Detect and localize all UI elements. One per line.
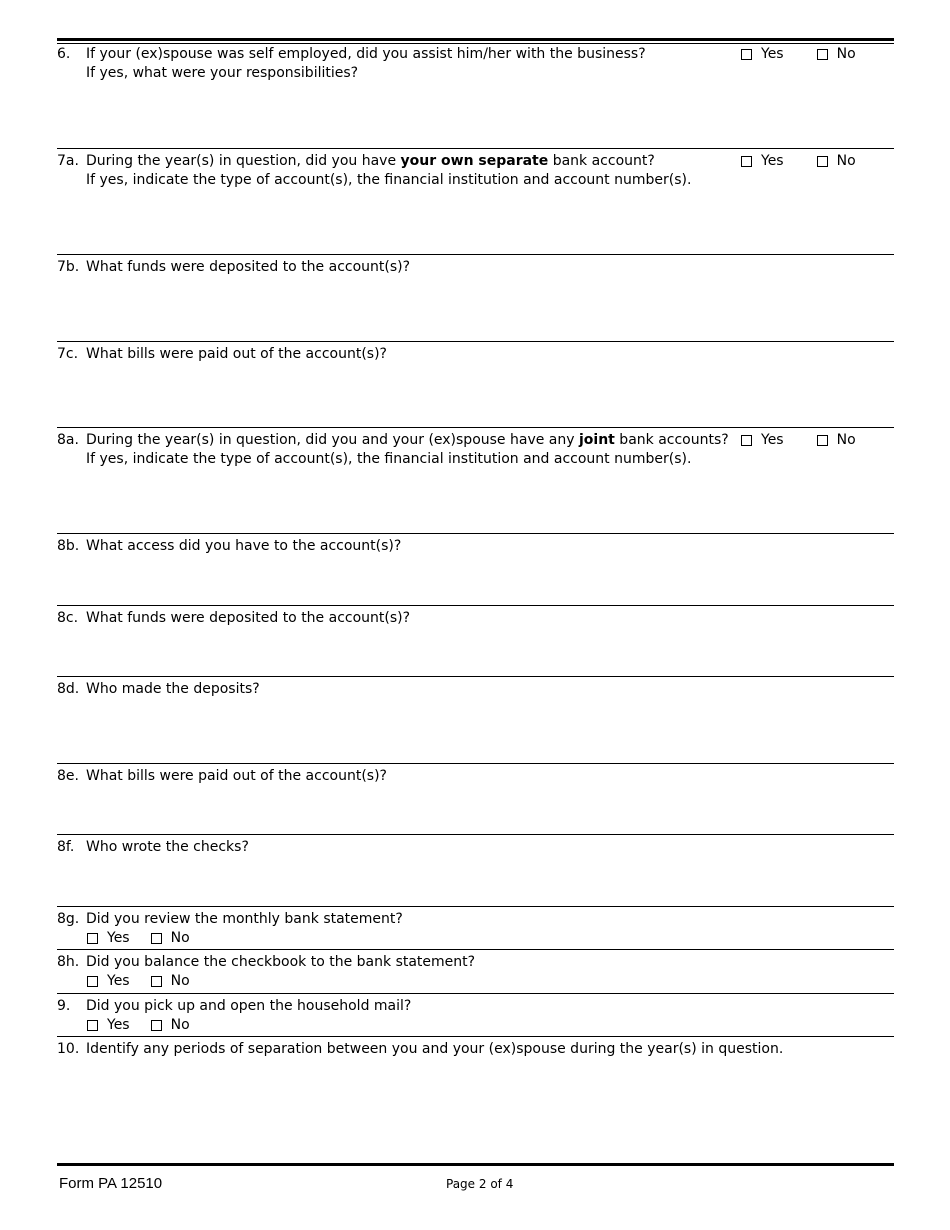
question-line: During the year(s) in question, did you and your (ex)spouse have any joint bank accounts? [86,432,729,448]
question-line: If yes, indicate the type of account(s), the financial institution and account number(s). [86,451,692,467]
question-8g [57,906,894,950]
question-text [86,45,646,83]
no-option[interactable]: No [817,45,856,64]
question-text: Did you review the monthly bank statement? [86,911,403,927]
question-text: Who wrote the checks? [86,839,249,855]
checkbox-yes[interactable] [741,156,752,167]
checkbox-yes[interactable] [741,435,752,446]
question-8b [57,533,894,606]
emphasis-text: joint [578,432,615,448]
no-option[interactable]: No [817,431,856,450]
footer-rule [57,1163,894,1166]
question-text: What access did you have to the account(s)? [86,538,402,554]
question-number: 7b. [57,259,80,275]
question-line: If your (ex)spouse was self employed, did you assist him/her with the business? [86,46,646,62]
question-number: 8b. [57,538,80,554]
form-id: Form PA 12510 [59,1175,163,1192]
question-8f [57,834,894,907]
yes-no-group [741,45,856,64]
yes-no-group [741,152,856,171]
question-number: 8d. [57,681,80,697]
question-number: 10. [57,1041,80,1057]
question-number: 9. [57,998,71,1014]
question-number: 6. [57,46,71,62]
checkbox-no[interactable] [151,1020,162,1031]
yes-option[interactable]: Yes [87,972,130,991]
checkbox-yes[interactable] [87,976,98,987]
question-8e [57,763,894,835]
question-6 [57,42,894,148]
yes-option[interactable]: Yes [87,929,130,948]
yes-option[interactable]: Yes [741,152,784,171]
no-option[interactable]: No [151,972,190,991]
page-number: Page 2 of 4 [446,1177,514,1191]
question-line: If yes, what were your responsibilities? [86,65,359,81]
question-10 [57,1036,894,1162]
yes-no-group [87,972,190,991]
checkbox-no[interactable] [151,933,162,944]
question-number: 7a. [57,153,79,169]
question-8c [57,605,894,677]
question-number: 7c. [57,346,79,362]
question-8h [57,949,894,994]
question-number: 8c. [57,610,79,626]
question-text [86,152,691,190]
question-text: What bills were paid out of the account(s)? [86,346,387,362]
checkbox-no[interactable] [817,49,828,60]
emphasis-text: your own separate [400,153,549,169]
question-number: 8h. [57,954,80,970]
checkbox-yes[interactable] [87,1020,98,1031]
question-9 [57,993,894,1037]
question-number: 8a. [57,432,79,448]
question-7c [57,341,894,428]
question-number: 8g. [57,911,80,927]
no-option[interactable]: No [151,929,190,948]
question-7b [57,254,894,342]
question-number: 8f. [57,839,75,855]
checkbox-yes[interactable] [87,933,98,944]
checkbox-yes[interactable] [741,49,752,60]
question-text: Identify any periods of separation between you and your (ex)spouse during the year(s) in question. [86,1041,784,1057]
yes-option[interactable]: Yes [87,1016,130,1035]
question-text: Did you pick up and open the household mail? [86,998,412,1014]
question-text [86,431,729,469]
question-8a [57,427,894,534]
question-text: What funds were deposited to the account(s)? [86,259,411,275]
question-text: Who made the deposits? [86,681,260,697]
checkbox-no[interactable] [151,976,162,987]
question-text: What funds were deposited to the account(s)? [86,610,411,626]
question-line: If yes, indicate the type of account(s), the financial institution and account number(s). [86,172,692,188]
yes-option[interactable]: Yes [741,431,784,450]
question-line: During the year(s) in question, did you have your own separate bank account? [86,153,655,169]
question-text: What bills were paid out of the account(s)? [86,768,387,784]
checkbox-no[interactable] [817,435,828,446]
no-option[interactable]: No [151,1016,190,1035]
question-7a [57,148,894,255]
top-rule-thick [57,38,894,41]
no-option[interactable]: No [817,152,856,171]
yes-option[interactable]: Yes [741,45,784,64]
question-number: 8e. [57,768,79,784]
yes-no-group [87,929,190,948]
yes-no-group [741,431,856,450]
checkbox-no[interactable] [817,156,828,167]
question-text: Did you balance the checkbook to the bank statement? [86,954,476,970]
yes-no-group [87,1016,190,1035]
question-8d [57,676,894,764]
